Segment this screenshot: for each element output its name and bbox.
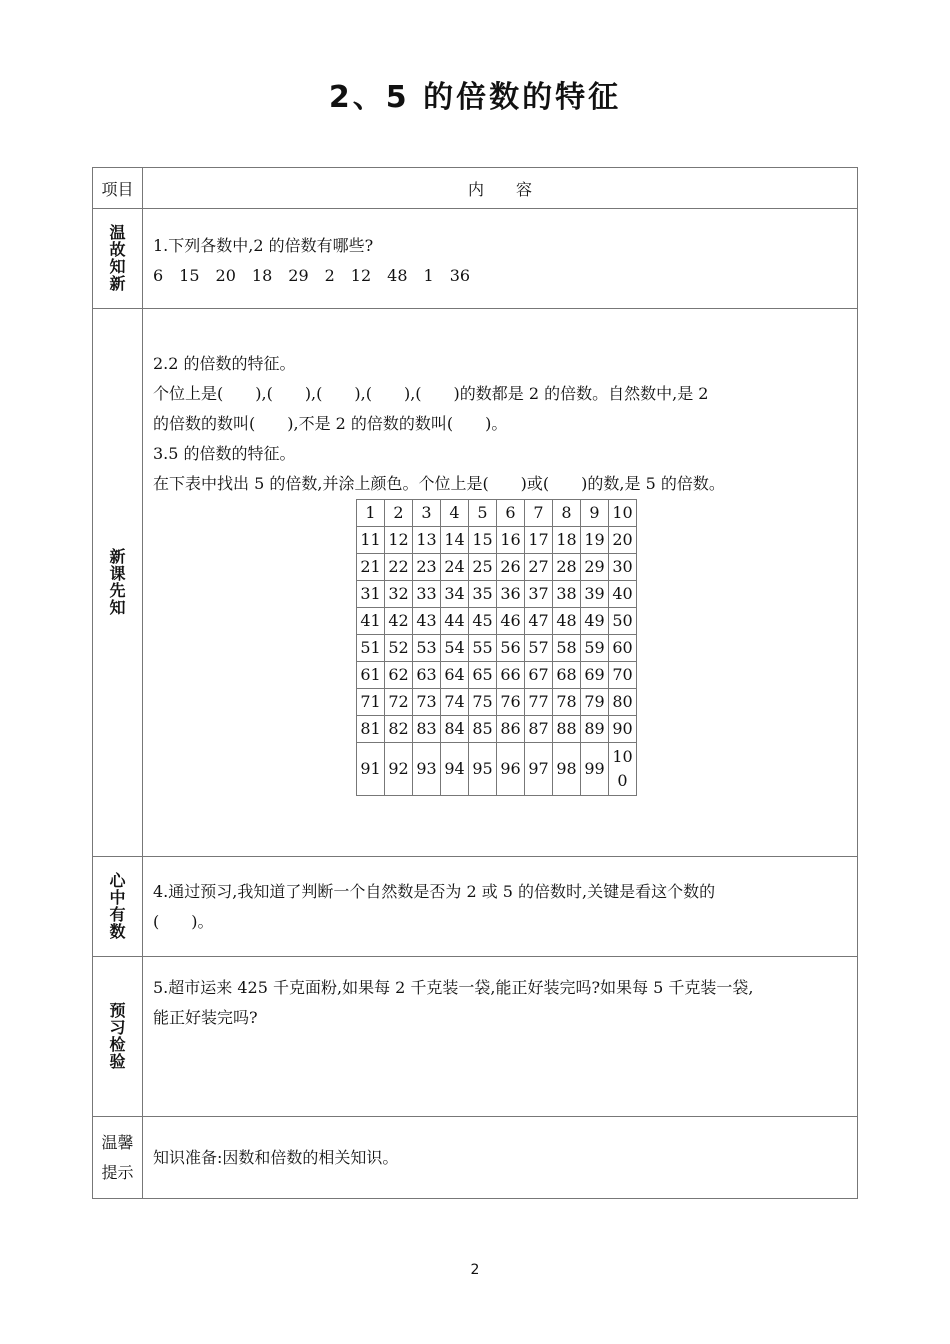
grid-cell[interactable]: 29	[581, 554, 609, 581]
mind-question: 4.通过预习,我知道了判断一个自然数是否为 2 或 5 的倍数时,关键是看这个数的	[153, 882, 716, 901]
grid-cell[interactable]: 33	[413, 581, 441, 608]
grid-cell[interactable]: 48	[553, 608, 581, 635]
grid-cell[interactable]: 36	[497, 581, 525, 608]
header-item-label: 项目	[101, 179, 134, 199]
grid-cell[interactable]: 72	[385, 689, 413, 716]
new-lesson-label: 新课先知	[109, 547, 126, 617]
page-number: 2	[470, 1262, 480, 1278]
grid-cell[interactable]: 4	[441, 500, 469, 527]
grid-row	[357, 662, 637, 689]
grid-cell[interactable]: 24	[441, 554, 469, 581]
grid-cell[interactable]: 8	[553, 500, 581, 527]
worksheet-table	[92, 167, 858, 1199]
grid-cell[interactable]: 56	[497, 635, 525, 662]
grid-cell[interactable]: 78	[553, 689, 581, 716]
tips-text: 知识准备:因数和倍数的相关知识。	[153, 1147, 399, 1167]
grid-cell[interactable]: 68	[553, 662, 581, 689]
grid-cell[interactable]: 50	[609, 608, 637, 635]
grid-cell[interactable]: 2	[385, 500, 413, 527]
five-feature-heading: 3.5 的倍数的特征。	[153, 444, 296, 463]
grid-cell[interactable]: 80	[609, 689, 637, 716]
grid-row	[357, 554, 637, 581]
grid-cell[interactable]: 51	[357, 635, 385, 662]
grid-cell[interactable]: 85	[469, 716, 497, 743]
grid-cell[interactable]: 65	[469, 662, 497, 689]
grid-cell[interactable]: 20	[609, 527, 637, 554]
grid-cell[interactable]: 71	[357, 689, 385, 716]
grid-cell[interactable]: 9	[581, 500, 609, 527]
grid-cell[interactable]: 89	[581, 716, 609, 743]
grid-cell[interactable]: 53	[413, 635, 441, 662]
grid-cell[interactable]: 74	[441, 689, 469, 716]
check-label-cell	[93, 957, 143, 1117]
grid-cell[interactable]: 98	[553, 743, 581, 796]
grid-cell[interactable]: 64	[441, 662, 469, 689]
grid-cell[interactable]: 14	[441, 527, 469, 554]
grid-cell[interactable]: 76	[497, 689, 525, 716]
grid-cell[interactable]: 47	[525, 608, 553, 635]
grid-cell[interactable]: 37	[525, 581, 553, 608]
grid-cell[interactable]: 5	[469, 500, 497, 527]
grid-cell[interactable]: 61	[357, 662, 385, 689]
grid-row	[357, 500, 637, 527]
tips-label-cell	[93, 1117, 143, 1199]
grid-cell[interactable]: 40	[609, 581, 637, 608]
grid-cell[interactable]: 96	[497, 743, 525, 796]
tips-label: 温馨提示	[101, 1132, 134, 1182]
header-content-cell	[143, 168, 858, 209]
grid-cell[interactable]: 18	[553, 527, 581, 554]
grid-cell[interactable]: 94	[441, 743, 469, 796]
grid-cell[interactable]: 69	[581, 662, 609, 689]
grid-cell[interactable]: 16	[497, 527, 525, 554]
grid-cell[interactable]: 31	[357, 581, 385, 608]
grid-cell[interactable]: 6	[497, 500, 525, 527]
grid-cell[interactable]: 11	[357, 527, 385, 554]
review-content-cell	[143, 209, 858, 309]
grid-cell[interactable]: 35	[469, 581, 497, 608]
grid-cell[interactable]: 25	[469, 554, 497, 581]
grid-cell[interactable]: 44	[441, 608, 469, 635]
grid-cell[interactable]: 60	[609, 635, 637, 662]
grid-cell[interactable]: 12	[385, 527, 413, 554]
grid-cell[interactable]: 13	[413, 527, 441, 554]
grid-cell[interactable]: 27	[525, 554, 553, 581]
mind-blank: ( )。	[153, 912, 214, 931]
grid-cell[interactable]: 54	[441, 635, 469, 662]
new-lesson-content-cell	[143, 309, 858, 857]
grid-cell[interactable]: 58	[553, 635, 581, 662]
grid-cell[interactable]: 10	[609, 500, 637, 527]
grid-cell[interactable]: 21	[357, 554, 385, 581]
grid-cell[interactable]: 46	[497, 608, 525, 635]
new-lesson-label-cell	[93, 309, 143, 857]
grid-cell[interactable]: 77	[525, 689, 553, 716]
review-numbers: 6 15 20 18 29 2 12 48 1 36	[153, 266, 471, 285]
grid-cell[interactable]: 43	[413, 608, 441, 635]
check-question-1: 5.超市运来 425 千克面粉,如果每 2 千克装一袋,能正好装完吗?如果每 5 千克装一袋,	[153, 978, 754, 997]
grid-cell[interactable]: 39	[581, 581, 609, 608]
grid-cell[interactable]: 95	[469, 743, 497, 796]
grid-cell[interactable]: 34	[441, 581, 469, 608]
grid-cell[interactable]: 38	[553, 581, 581, 608]
grid-cell[interactable]: 82	[385, 716, 413, 743]
grid-row	[357, 635, 637, 662]
grid-row	[357, 689, 637, 716]
grid-cell[interactable]: 23	[413, 554, 441, 581]
check-content-cell	[143, 957, 858, 1117]
grid-cell[interactable]: 73	[413, 689, 441, 716]
review-question: 1.下列各数中,2 的倍数有哪些?	[153, 236, 374, 255]
grid-cell[interactable]: 15	[469, 527, 497, 554]
grid-cell[interactable]: 19	[581, 527, 609, 554]
grid-cell[interactable]: 30	[609, 554, 637, 581]
grid-cell[interactable]: 7	[525, 500, 553, 527]
grid-cell[interactable]: 22	[385, 554, 413, 581]
review-label-cell	[93, 209, 143, 309]
grid-cell[interactable]: 63	[413, 662, 441, 689]
grid-cell[interactable]: 17	[525, 527, 553, 554]
grid-cell[interactable]: 88	[553, 716, 581, 743]
grid-cell[interactable]: 70	[609, 662, 637, 689]
grid-cell[interactable]: 10 0	[609, 743, 637, 796]
header-item-cell	[93, 168, 143, 209]
even-feature-fill-2: 的倍数的数叫( ),不是 2 的倍数的数叫( )。	[153, 414, 508, 433]
grid-cell[interactable]: 99	[581, 743, 609, 796]
grid-cell[interactable]: 87	[525, 716, 553, 743]
grid-cell[interactable]: 55	[469, 635, 497, 662]
page-title: 2、5 的倍数的特征	[328, 80, 622, 115]
tips-content-cell	[143, 1117, 858, 1199]
grid-cell[interactable]: 42	[385, 608, 413, 635]
grid-cell[interactable]: 28	[553, 554, 581, 581]
grid-cell[interactable]: 41	[357, 608, 385, 635]
grid-cell[interactable]: 3	[413, 500, 441, 527]
grid-cell[interactable]: 92	[385, 743, 413, 796]
grid-cell[interactable]: 79	[581, 689, 609, 716]
grid-row	[357, 581, 637, 608]
header-content-label: 内 容	[467, 179, 532, 199]
grid-cell[interactable]: 49	[581, 608, 609, 635]
review-label: 温故知新	[109, 223, 126, 293]
grid-cell[interactable]: 32	[385, 581, 413, 608]
grid-cell[interactable]: 62	[385, 662, 413, 689]
grid-row	[357, 716, 637, 743]
grid-cell[interactable]: 93	[413, 743, 441, 796]
grid-cell[interactable]: 91	[357, 743, 385, 796]
mind-content-cell	[143, 857, 858, 957]
check-label: 预习检验	[109, 1001, 126, 1071]
grid-cell[interactable]: 1	[357, 500, 385, 527]
grid-cell[interactable]: 67	[525, 662, 553, 689]
grid-cell[interactable]: 59	[581, 635, 609, 662]
grid-cell[interactable]: 57	[525, 635, 553, 662]
grid-cell[interactable]: 83	[413, 716, 441, 743]
grid-cell[interactable]: 97	[525, 743, 553, 796]
five-feature-fill: 在下表中找出 5 的倍数,并涂上颜色。个位上是( )或( )的数,是 5 的倍数。	[153, 474, 725, 493]
mind-label-cell	[93, 857, 143, 957]
even-feature-heading: 2.2 的倍数的特征。	[153, 354, 296, 373]
hundred-grid	[356, 499, 637, 796]
grid-cell[interactable]: 84	[441, 716, 469, 743]
grid-cell[interactable]: 45	[469, 608, 497, 635]
check-question-2: 能正好装完吗?	[153, 1008, 258, 1027]
grid-cell[interactable]: 52	[385, 635, 413, 662]
even-feature-fill-1: 个位上是( ),( ),( ),( ),( )的数都是 2 的倍数。自然数中,是 2	[153, 384, 709, 403]
grid-cell[interactable]: 90	[609, 716, 637, 743]
grid-cell[interactable]: 66	[497, 662, 525, 689]
grid-row	[357, 527, 637, 554]
grid-row	[357, 743, 637, 796]
grid-cell[interactable]: 86	[497, 716, 525, 743]
grid-cell[interactable]: 75	[469, 689, 497, 716]
mind-label: 心中有数	[109, 871, 126, 941]
grid-row	[357, 608, 637, 635]
grid-cell[interactable]: 26	[497, 554, 525, 581]
grid-cell[interactable]: 81	[357, 716, 385, 743]
